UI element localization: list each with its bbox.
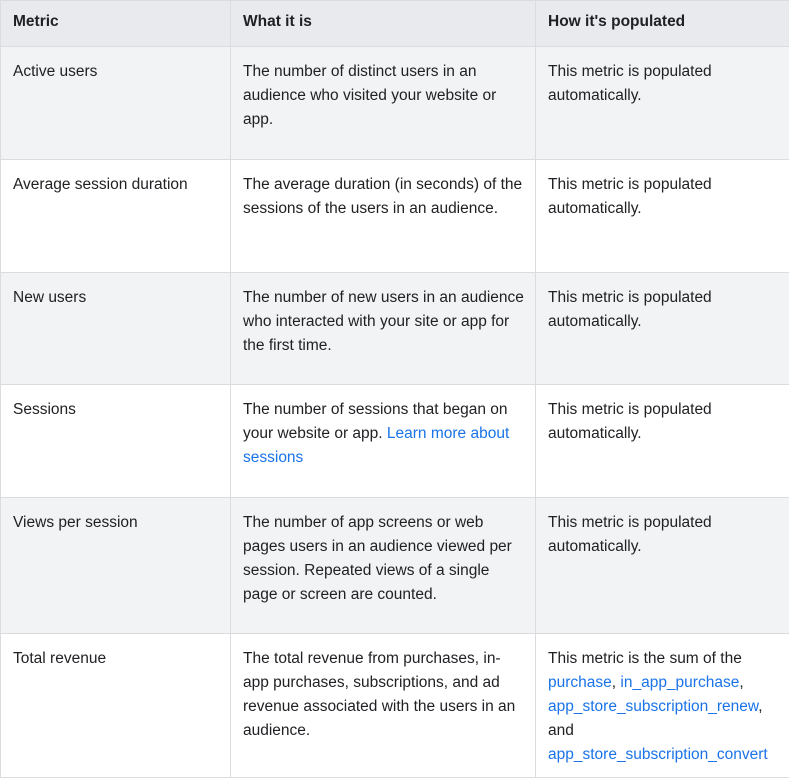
header-what-it-is: What it is	[231, 1, 536, 47]
description-cell: The number of app screens or web pages users in an audience viewed per session. Repeated views of a single page or screen are counted.	[231, 498, 536, 634]
table-header-row	[1, 1, 789, 47]
table-row	[1, 160, 789, 273]
population-cell: This metric is populated automatically.	[536, 160, 789, 273]
metric-cell: Total revenue	[1, 634, 231, 778]
separator-text: , and	[548, 698, 763, 739]
separator-text: ,	[612, 674, 621, 691]
purchase-event-link[interactable]: purchase	[548, 674, 612, 691]
population-cell: This metric is populated automatically.	[536, 273, 789, 385]
table-row	[1, 385, 789, 498]
description-cell: The number of distinct users in an audience who visited your website or app.	[231, 47, 536, 160]
description-cell	[231, 385, 536, 498]
in-app-purchase-event-link[interactable]: in_app_purchase	[620, 674, 739, 691]
population-cell: This metric is populated automatically.	[536, 385, 789, 498]
description-text: The number of sessions that began on your website or app.	[243, 401, 508, 442]
table-row	[1, 498, 789, 634]
metric-cell: Views per session	[1, 498, 231, 634]
metric-cell: Active users	[1, 47, 231, 160]
learn-more-sessions-link[interactable]: Learn more about sessions	[243, 425, 509, 466]
metric-cell: New users	[1, 273, 231, 385]
population-cell: This metric is populated automatically.	[536, 47, 789, 160]
separator-text: ,	[739, 674, 743, 691]
population-cell: This metric is populated automatically.	[536, 498, 789, 634]
description-cell: The total revenue from purchases, in-app purchases, subscriptions, and ad revenue associated with the users in an audience.	[231, 634, 536, 778]
description-cell: The average duration (in seconds) of the sessions of the users in an audience.	[231, 160, 536, 273]
population-cell	[536, 634, 789, 778]
metric-cell: Average session duration	[1, 160, 231, 273]
description-cell: The number of new users in an audience who interacted with your site or app for the first time.	[231, 273, 536, 385]
header-how-populated: How it's populated	[536, 1, 789, 47]
subscription-renew-event-link[interactable]: app_store_subscription_renew	[548, 698, 758, 715]
table-row	[1, 634, 789, 778]
header-metric: Metric	[1, 1, 231, 47]
subscription-convert-event-link[interactable]: app_store_subscription_convert	[548, 746, 768, 763]
table-row	[1, 47, 789, 160]
metric-cell: Sessions	[1, 385, 231, 498]
table-row	[1, 273, 789, 385]
population-text: This metric is the sum of the	[548, 650, 742, 667]
